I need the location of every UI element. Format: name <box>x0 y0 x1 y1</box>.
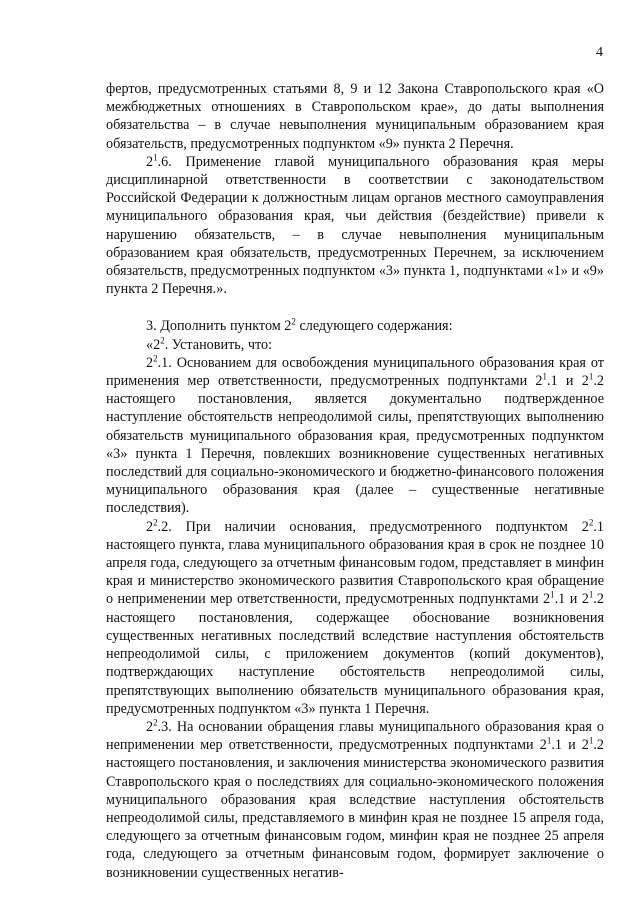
paragraph-2-2-2: $2^2.2$. При наличии основания, предусмотренного подпунктом $2^2.1$ настоящего пункта, глава муниципального образования края в срок не позднее 10 апреля года, следующего за отчетным финансовым годом, представляет в минфин края и министерство экономического развития Ставропольского края обращение о неприменении мер ответственности, предусмотренных подпунктами $2^1.1$ и $2^1.2$ настоящего постановления, содержащее обоснование возникновения существенных негативных последствий вследствие наступления обстоятельств непреодолимой силы, с приложением документов (копий документов), подтверждающих наступление обстоятельств непреодолимой силы, препятствующих выполнению обязательств муниципального образования края, предусмотренных подпунктом «3» пункта 1 Перечня. <box>106 516 605 717</box>
paragraph-gap <box>106 298 604 317</box>
page-number: 4 <box>596 45 603 60</box>
paragraph-2-2-heading: «$2^2$. Установить, что: <box>146 334 273 353</box>
paragraph-item-3: 3. Дополнить пунктом $2^2$ следующего содержания: <box>146 316 453 335</box>
paragraph-2-2-1: $2^2.1$. Основанием для освобождения муниципального образования края от применения мер ответственности, предусмотренных подпунктами $2^1.1$ и $2^1.2$ настоящего постановления, является документально подтвержденное наступление обстоятельств непреодолимой силы, препятствующих выполнению обязательств муниципального образования края, предусмотренных подпунктом «3» пункта 1 Перечня, повлекших возникновение существенных негативных последствий для социально-экономического и бюджетно-финансового положения муниципального образования края (далее – существенные негативные последствия). <box>106 353 604 517</box>
paragraph-2-2-3: $2^2.3$. На основании обращения главы муниципального образования края о неприменении мер ответственности, предусмотренных подпунктами $2^1.1$ и $2^1.2$ настоящего постановления, и заключения министерства экономического развития Ставропольского края о последствиях для социально-экономического положения муниципального образования края вследствие наступления обстоятельств непреодолимой силы, представляемого в минфин края не позднее 15 апреля года, следующего за отчетным финансовым годом, минфин края не позднее 25 апреля года, следующего за отчетным финансовым годом, формирует заключение о возникновении существенных негатив- <box>106 717 605 881</box>
document-body <box>106 80 604 882</box>
paragraph-continuation: фертов, предусмотренных статьями 8, 9 и 12 Закона Ставропольского края «О межбюджетных отношениях в Ставропольском крае», до даты выполнения обязательства – в случае невыполнения муниципальным образованием края обязательств, предусмотренных подпунктом «9» пункта 2 Перечня. <box>106 81 604 152</box>
paragraph-2-1-6: $2^1.6$. Применение главой муниципального образования края меры дисциплинарной ответственности в соответствии с законодательством Российской Федерации к должностным лицам органов местного самоуправления муниципального образования края, чьи действия (бездействие) привели к нарушению обязательств, – в случае невыполнения муниципальным образованием края обязательств, предусмотренных Перечнем, за исключением обязательств, предусмотренных подпунктом «3» пункта 1, подпунктами «1» и «9» пункта 2 Перечня.». <box>106 152 604 298</box>
